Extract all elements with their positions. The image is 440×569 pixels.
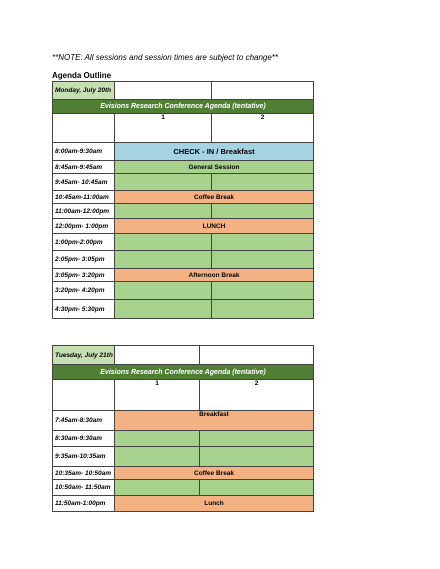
checkin-breakfast-session: CHECK - IN / Breakfast <box>115 143 314 161</box>
track-2-session-slot <box>200 447 314 467</box>
track-2-session-slot <box>200 480 314 496</box>
time-slot: 3:05pm- 3:20pm <box>53 269 115 282</box>
time-slot: 10:45am-11:00am <box>53 191 115 204</box>
track-2-session-slot <box>212 174 314 191</box>
general-session: General Session <box>115 161 314 174</box>
day2-agenda-title: Evisions Research Conference Agenda (tentative) <box>53 365 314 380</box>
track-1-session-slot <box>115 204 212 219</box>
time-slot: 9:35am-10:35am <box>53 447 115 467</box>
time-slot: 9:45am- 10:45am <box>53 174 115 191</box>
coffee-break: Coffee Break <box>115 467 314 480</box>
time-slot: 1:00pm-2:00pm <box>53 234 115 251</box>
track-2-session-slot <box>212 251 314 269</box>
track-1-session-slot <box>115 234 212 251</box>
track-2-session-slot <box>212 300 314 319</box>
track-1-session-slot <box>115 431 200 447</box>
time-slot: 8:30am-9:30am <box>53 431 115 447</box>
day1-track-1-header: 1 <box>115 114 212 143</box>
time-header-cell <box>53 114 115 143</box>
time-slot: 8:00am-9:30am <box>53 143 115 161</box>
blank-cell <box>115 82 212 100</box>
time-slot: 11:00am-12:00pm <box>53 204 115 219</box>
track-1-session-slot <box>115 480 200 496</box>
blank-cell <box>115 346 200 365</box>
day2-track-2-header: 2 <box>200 380 314 411</box>
lunch-break: Lunch <box>115 496 314 512</box>
blank-cell <box>212 82 314 100</box>
day1-agenda-title: Evisions Research Conference Agenda (tentative) <box>53 100 314 114</box>
day2-track-1-header: 1 <box>115 380 200 411</box>
day2-agenda-table <box>52 345 314 512</box>
time-slot: 2:05pm- 3:05pm <box>53 251 115 269</box>
time-slot: 12:00pm- 1:00pm <box>53 219 115 234</box>
coffee-break: Coffee Break <box>115 191 314 204</box>
track-1-session-slot <box>115 282 212 300</box>
time-slot: 10:50am- 11:50am <box>53 480 115 496</box>
time-slot: 11:50am-1:00pm <box>53 496 115 512</box>
track-2-session-slot <box>212 234 314 251</box>
day1-date: Monday, July 20th <box>53 82 115 100</box>
time-slot: 8:45am-9:45am <box>53 161 115 174</box>
agenda-outline-heading: Agenda Outline <box>52 71 112 80</box>
time-header-cell <box>53 380 115 411</box>
track-2-session-slot <box>212 282 314 300</box>
blank-cell <box>200 346 314 365</box>
time-slot: 7:45am-8:30am <box>53 411 115 431</box>
time-slot: 4:30pm- 5:30pm <box>53 300 115 319</box>
track-1-session-slot <box>115 174 212 191</box>
time-slot: 3:20pm- 4:20pm <box>53 282 115 300</box>
track-2-session-slot <box>212 204 314 219</box>
afternoon-break: Afternoon Break <box>115 269 314 282</box>
track-1-session-slot <box>115 251 212 269</box>
day1-agenda-table <box>52 81 314 319</box>
track-2-session-slot <box>200 431 314 447</box>
time-slot: 10:35am- 10:50am <box>53 467 115 480</box>
breakfast: Breakfast <box>115 411 314 431</box>
disclaimer-note: **NOTE: All sessions and session times are subject to change** <box>52 53 279 62</box>
lunch-break: LUNCH <box>115 219 314 234</box>
track-1-session-slot <box>115 300 212 319</box>
day2-date: Tuesday, July 21th <box>53 346 115 365</box>
day1-track-2-header: 2 <box>212 114 314 143</box>
track-1-session-slot <box>115 447 200 467</box>
